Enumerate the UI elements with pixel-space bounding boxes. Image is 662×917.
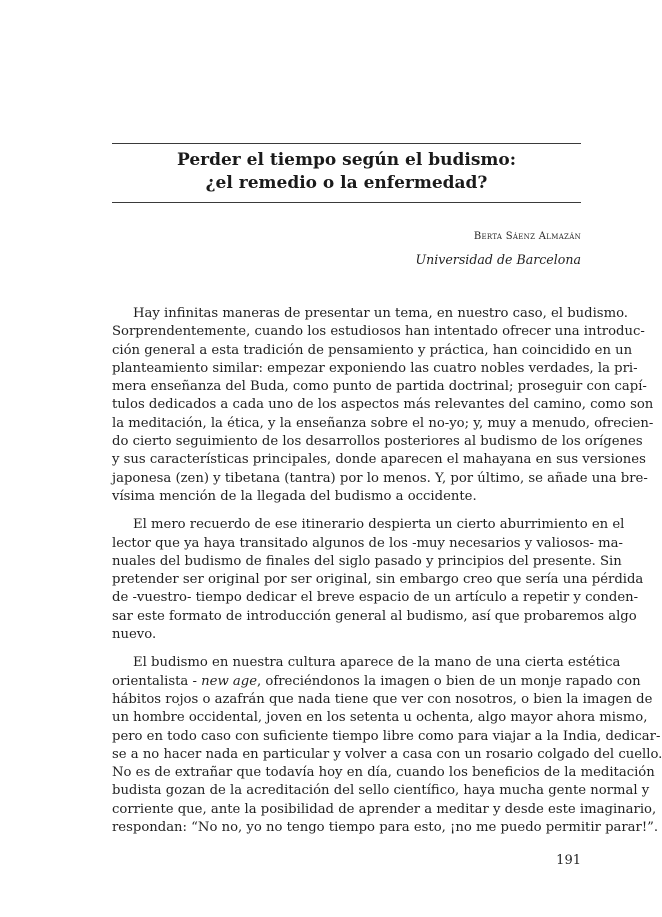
author-name: Berta Sáenz Almazán [473, 231, 581, 242]
paragraph-line: corriente que, ante la posibilidad de aprender a meditar y desde este imaginario, [112, 801, 657, 817]
article-title [112, 149, 581, 195]
page-number: 191 [556, 853, 581, 868]
paragraph-line: vísima mención de la llegada del budismo a occidente. [112, 488, 477, 504]
paragraph-line: y sus características principales, donde aparecen el mahayana en sus versiones [112, 452, 646, 468]
paragraph-line: ción general a esta tradición de pensamiento y práctica, han coincidido en un [112, 342, 633, 358]
paragraph-line: hábitos rojos o azafrán que nada tiene que ver con nosotros, o bien la imagen de [112, 691, 653, 707]
paragraph-line: se a no hacer nada en particular y volver a casa con un rosario colgado del cuello. [112, 746, 662, 762]
paragraph-line: respondan: “No no, yo no tengo tiempo para esto, ¡no me puedo permitir parar!”. [112, 820, 659, 836]
title-line-1: Perder el tiempo según el budismo: [177, 150, 516, 170]
paragraph-line: tulos dedicados a cada uno de los aspectos más relevantes del camino, como son [112, 397, 654, 413]
paragraph-line: El mero recuerdo de ese itinerario despierta un cierto aburrimiento en el [133, 517, 625, 533]
paragraph-line: de -vuestro- tiempo dedicar el breve espacio de un artículo a repetir y conden- [112, 590, 639, 606]
paragraph-line: No es de extrañar que todavía hoy en día, cuando los beneficios de la meditación [112, 765, 655, 781]
paragraph-line: sar este formato de introducción general al budismo, así que probaremos algo [112, 608, 637, 624]
title-line-2: ¿el remedio o la enfermedad? [205, 173, 488, 193]
body-paragraph [112, 516, 644, 644]
paragraph-line: do cierto seguimiento de los desarrollos posteriores al budismo de los orígenes [112, 434, 643, 450]
paragraph-line: planteamiento similar: empezar exponiendo las cuatro nobles verdades, la pri- [112, 360, 638, 376]
paragraph-line: japonesa (zen) y tibetana (tantra) por lo menos. Y, por último, se añade una bre- [112, 470, 648, 486]
paragraph-line: nuales del budismo de finales del siglo pasado y principios del presente. Sin [112, 553, 622, 569]
title-bottom-rule [112, 202, 581, 203]
title-top-rule [112, 143, 581, 144]
body-paragraph [112, 654, 662, 837]
article-body [112, 305, 662, 847]
paragraph-line: orientalista - new age, ofreciéndonos la imagen o bien de un monje rapado con [112, 673, 641, 689]
paragraph-line: Sorprendentemente, cuando los estudiosos han intentado ofrecer una introduc- [112, 324, 645, 340]
paragraph-line: la meditación, la ética, y la enseñanza sobre el no-yo; y, muy a menudo, ofrecien- [112, 415, 654, 431]
paragraph-line: pero en todo caso con suficiente tiempo libre como para viajar a la India, dedicar- [112, 728, 661, 744]
paragraph-line: lector que ya haya transitado algunos de los -muy necesarios y valiosos- ma- [112, 535, 623, 551]
paragraph-line: nuevo. [112, 627, 157, 643]
author-affiliation: Universidad de Barcelona [415, 252, 581, 267]
body-paragraph [112, 305, 654, 506]
paragraph-line: El budismo en nuestra cultura aparece de la mano de una cierta estética [133, 655, 621, 671]
paragraph-line: un hombre occidental, joven en los setenta u ochenta, algo mayor ahora mismo, [112, 710, 648, 726]
paragraph-line: pretender ser original por ser original, sin embargo creo que sería una pérdida [112, 572, 644, 588]
paragraph-line: Hay infinitas maneras de presentar un tema, en nuestro caso, el budismo. [133, 306, 628, 321]
paragraph-line: budista gozan de la acreditación del sello científico, haya mucha gente normal y [112, 783, 650, 799]
paragraph-line: mera enseñanza del Buda, como punto de partida doctrinal; proseguir con capí- [112, 379, 647, 395]
